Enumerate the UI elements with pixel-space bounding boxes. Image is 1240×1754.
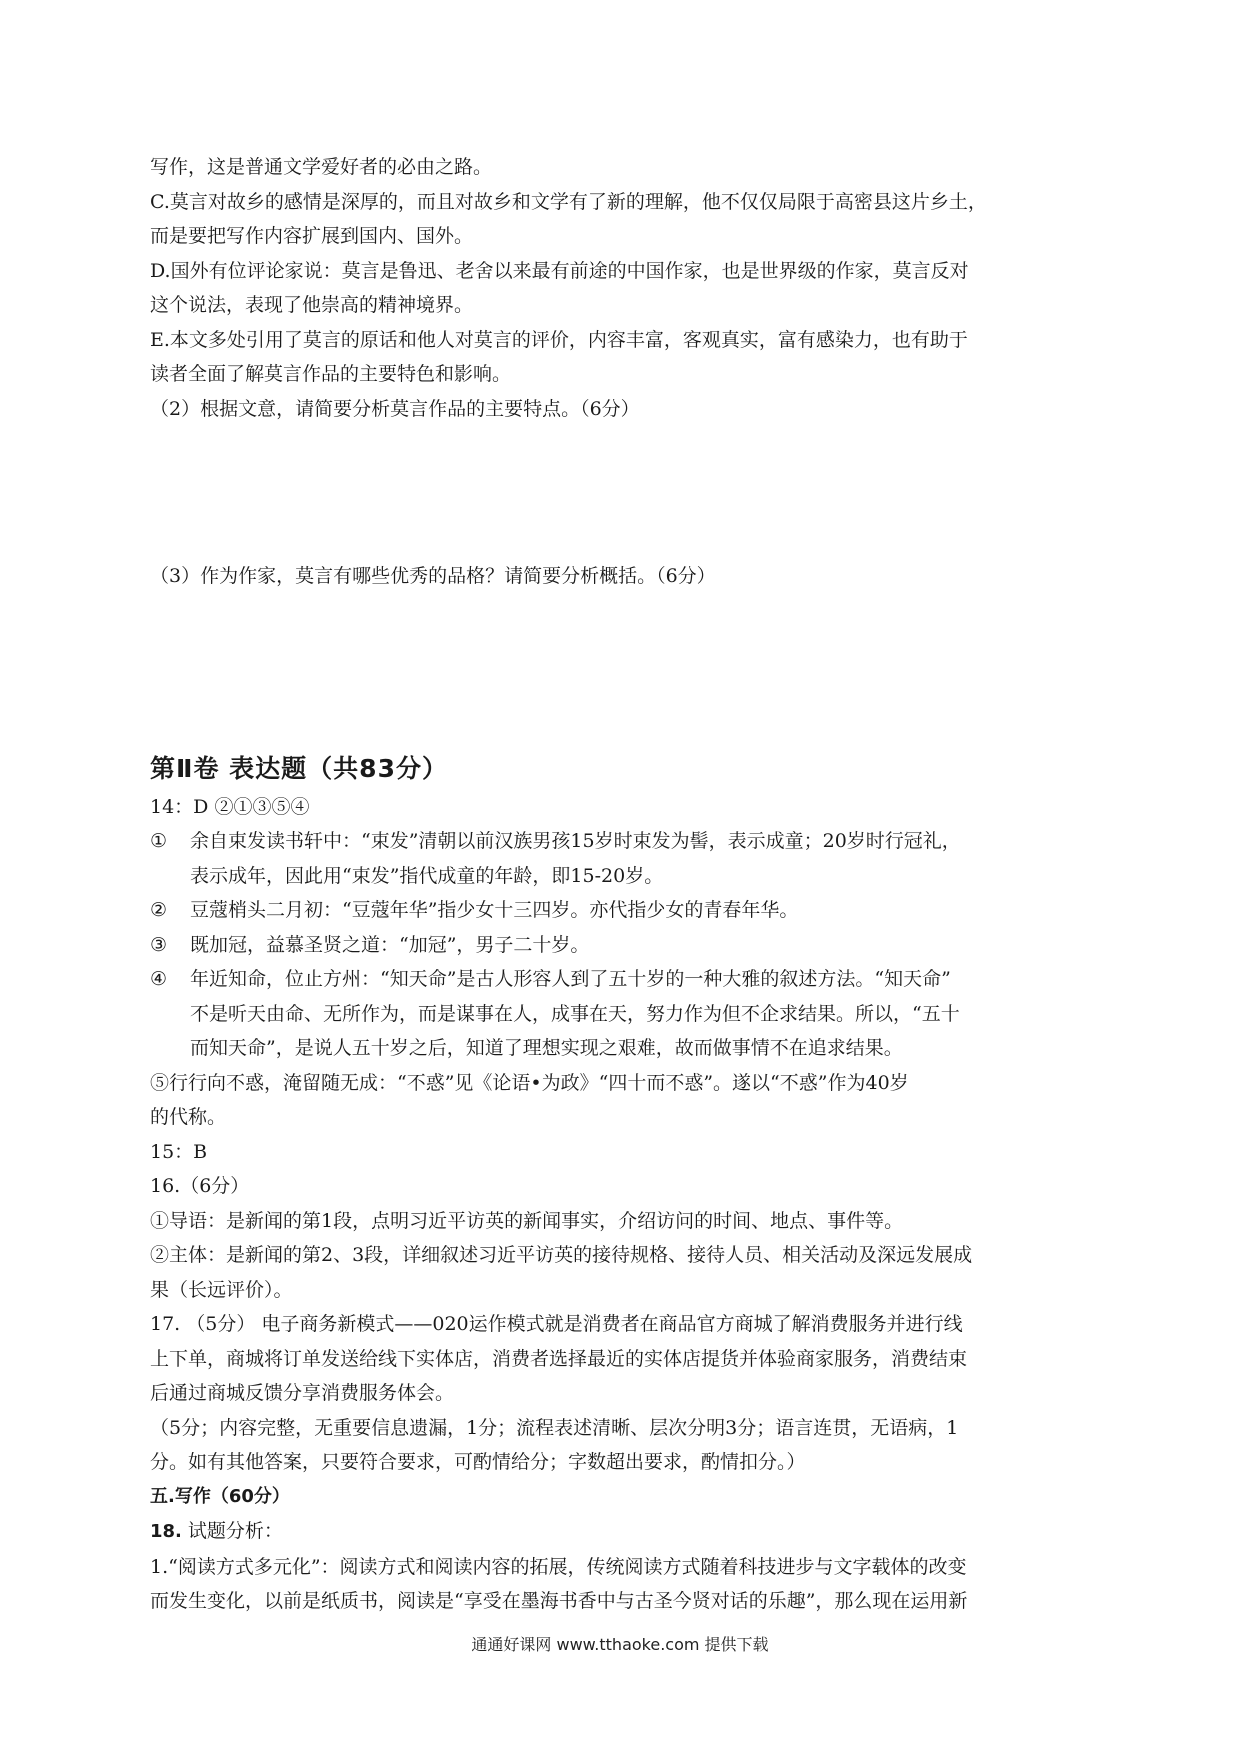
answer-16-b-2: 果（长远评价）。 (150, 1278, 293, 1301)
answer-18-line-1: 1.“阅读方式多元化”：阅读方式和阅读内容的拓展，传统阅读方式随着科技进步与文字载体的改变 (150, 1555, 967, 1578)
answer-17-line-3: 后通过商城反馈分享消费服务体会。 (150, 1382, 455, 1404)
answer-space-q3 (150, 594, 1100, 749)
answer-16-a: ①导语：是新闻的第1段，点明习近平访英的新闻事实，介绍访问的时间、地点、事件等。 (150, 1209, 904, 1232)
item-text: 年近知命，位止方州：“知天命”是古人形容人到了五十岁的一种大雅的叙述方法。“知天命” (190, 968, 951, 990)
option-d-line-2: 这个说法，表现了他崇高的精神境界。 (150, 294, 474, 316)
option-c-line-2: 而是要把写作内容扩展到国内、国外。 (150, 225, 474, 247)
answer-item-4-cont-2: 而知天命”，是说人五十岁之后，知道了理想实现之艰难，故而做事情不在追求结果。 (190, 1037, 903, 1059)
answer-item-4 (150, 962, 1100, 997)
item-text: 既加冠，益慕圣贤之道：“加冠”，男子二十岁。 (190, 933, 590, 956)
answer-item-3 (150, 928, 1100, 963)
section-heading: 第Ⅱ卷 表达题（共83分） (150, 753, 448, 783)
answer-18-title: 试题分析： (181, 1520, 283, 1542)
answer-item-1-cont: 表示成年，因此用“束发”指代成童的年龄，即15-20岁。 (190, 864, 664, 887)
answer-18-label (150, 1514, 1100, 1550)
answer-18-number: 18. (150, 1521, 182, 1542)
answer-item-4-cont-1: 不是听天由命、无所作为，而是谋事在人，成事在天，努力作为但不企求结果。所以，“五十 (190, 1002, 960, 1025)
item-number: ② (150, 899, 168, 921)
option-e-line-1: E.本文多处引用了莫言的原话和他人对莫言的评价，内容丰富，客观真实，富有感染力，也有助于 (150, 328, 968, 351)
scoring-17-line-1: （5分；内容完整，无重要信息遗漏，1分；流程表述清晰、层次分明3分；语言连贯，无语病，1 (150, 1416, 959, 1439)
question-2: （2）根据文意，请简要分析莫言作品的主要特点。（6分） (150, 397, 640, 420)
item-number: ③ (150, 933, 168, 956)
answer-16-b-1: ②主体：是新闻的第2、3段，详细叙述习近平访英的接待规格、接待人员、相关活动及深远发展成 (150, 1244, 973, 1266)
answer-item-5: ⑤行行向不惑，淹留随无成：“不惑”见《论语•为政》“四十而不惑”。遂以“不惑”作为40岁 (150, 1071, 909, 1094)
answer-item-2 (150, 893, 1100, 928)
answer-item-1 (150, 824, 1100, 859)
item-number: ① (150, 830, 168, 852)
page-footer: 通通好课网 www.tthaoke.com 提供下载 (471, 1635, 769, 1654)
option-c-line-1: C.莫言对故乡的感情是深厚的，而且对故乡和文学有了新的理解，他不仅仅局限于高密县这片乡土， (150, 190, 987, 213)
question-3: （3）作为作家，莫言有哪些优秀的品格？请简要分析概括。（6分） (150, 565, 716, 587)
scoring-17-line-2: 分。如有其他答案，只要符合要求，可酌情给分；字数超出要求，酌情扣分。） (150, 1451, 806, 1473)
answer-16: 16.（6分） (150, 1175, 250, 1197)
answer-14: 14：D ②①③⑤④ (150, 795, 310, 818)
option-e-line-2: 读者全面了解莫言作品的主要特色和影响。 (150, 363, 512, 385)
document-page (150, 150, 1100, 1619)
answer-17-line-2: 上下单，商城将订单发送给线下实体店，消费者选择最近的实体店提货并体验商家服务，消费结束 (150, 1347, 968, 1370)
answer-18-line-2: 而发生变化，以前是纸质书，阅读是“享受在墨海书香中与古圣今贤对话的乐趣”，那么现在运用新 (150, 1590, 968, 1612)
answer-15: 15：B (150, 1140, 208, 1163)
item-number: ④ (150, 968, 168, 990)
item-text: 豆蔻梢头二月初：“豆蔻年华”指少女十三四岁。亦代指少女的青春年华。 (190, 899, 799, 921)
answer-space-q2 (150, 426, 1100, 559)
answer-17-line-1: 17. （5分） 电子商务新模式——020运作模式就是消费者在商品官方商城了解消费服务并进行线 (150, 1313, 963, 1335)
option-d-line-1: D.国外有位评论家说：莫言是鲁迅、老舍以来最有前途的中国作家，也是世界级的作家，莫言反对 (150, 259, 969, 282)
section-5-heading: 五.写作（60分） (150, 1485, 290, 1507)
answer-item-5-cont: 的代称。 (150, 1106, 227, 1128)
item-text: 余自束发读书轩中：“束发”清朝以前汉族男孩15岁时束发为髻，表示成童；20岁时行冠礼， (190, 830, 961, 852)
option-b-continued: 写作，这是普通文学爱好者的必由之路。 (150, 156, 493, 178)
